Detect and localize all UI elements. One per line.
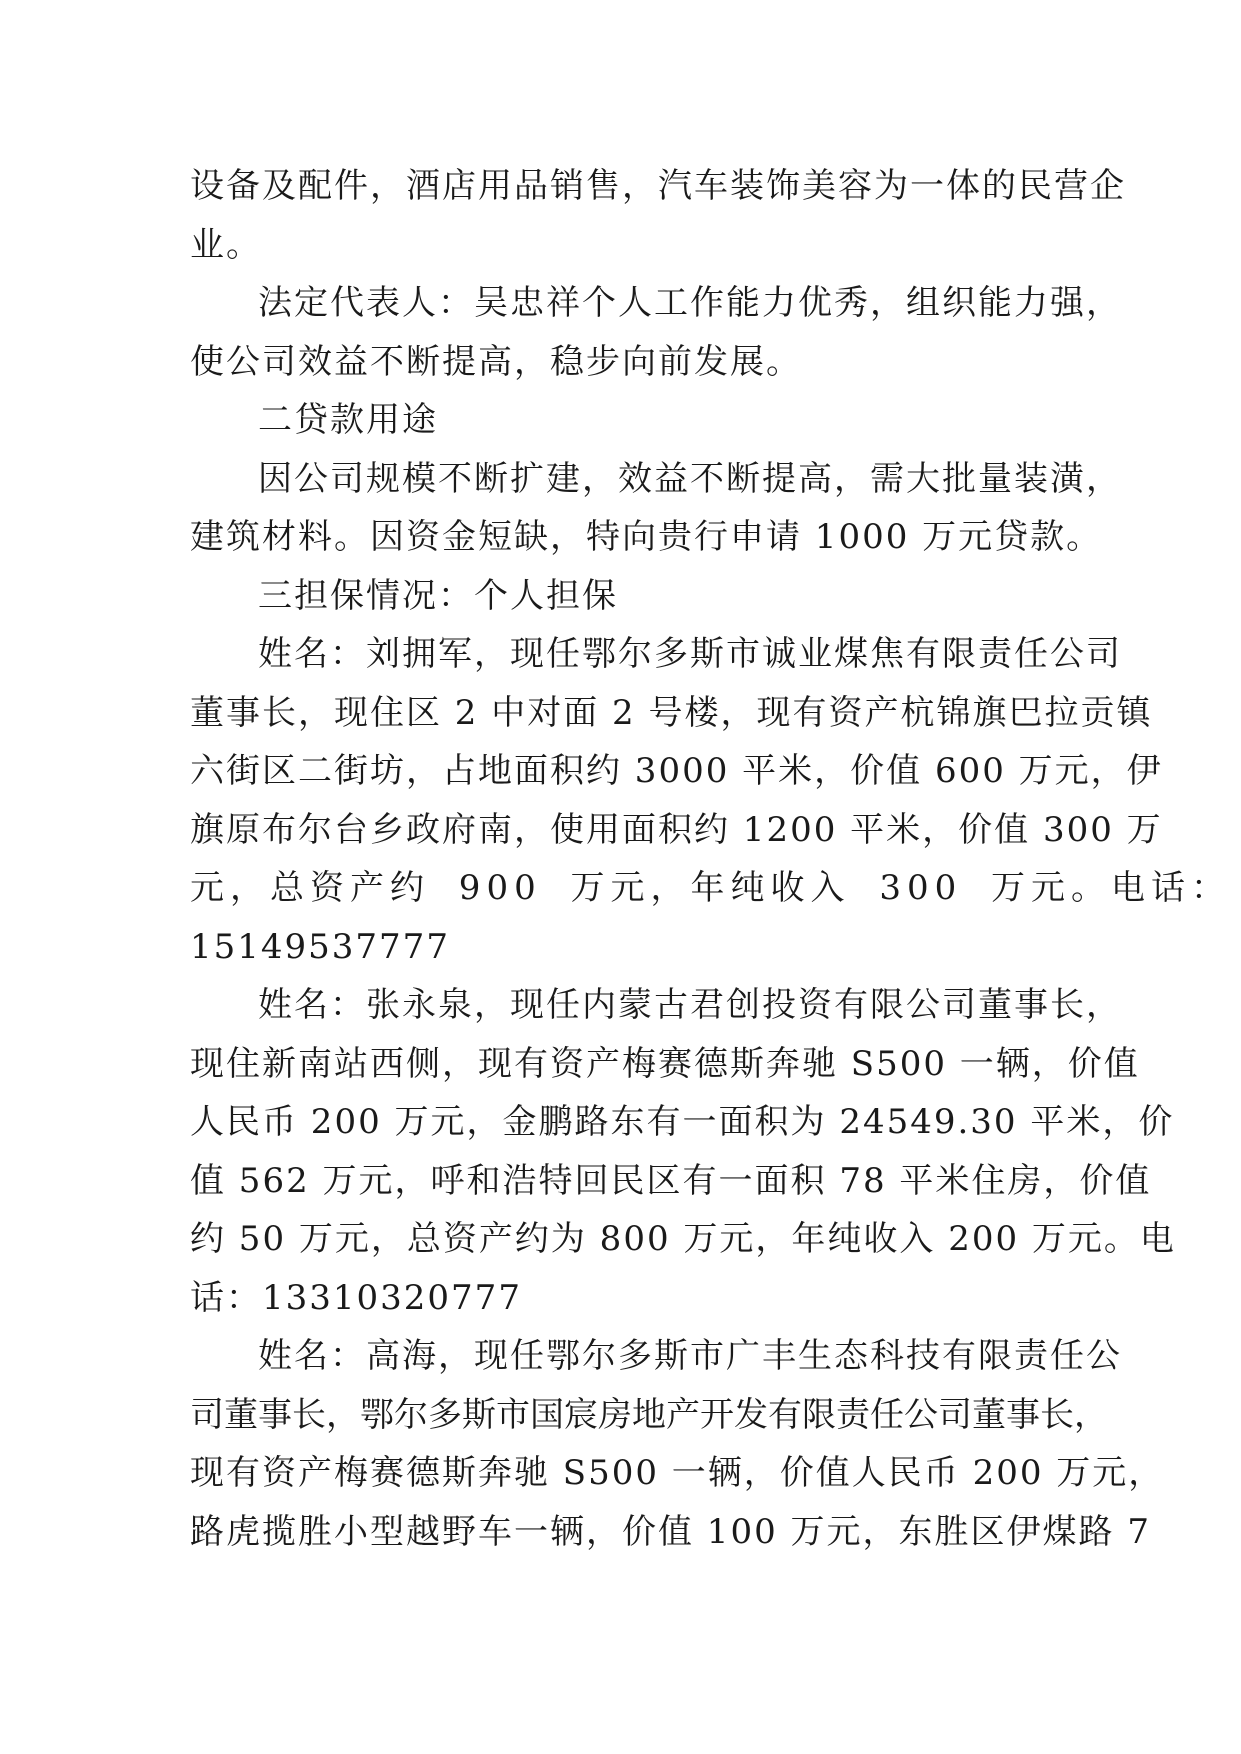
text-line: 人民币 200 万元，金鹏路东有一面积为 24549.30 平米，价 — [190, 1102, 1175, 1142]
text-line: 使公司效益不断提高，稳步向前发展。 — [190, 341, 802, 382]
text-line: 约 50 万元，总资产约为 800 万元，年纯收入 200 万元。电 — [190, 1219, 1176, 1259]
text-line: 姓名：刘拥军，现任鄂尔多斯市诚业煤焦有限责任公司 — [258, 634, 1122, 674]
text-line: 旗原布尔台乡政府南，使用面积约 1200 平米，价值 300 万 — [190, 809, 1163, 850]
text-line: 元，总资产约 900 万元，年纯收入 300 万元。电话： — [190, 868, 1232, 908]
text-line: 设备及配件，酒店用品销售，汽车装饰美容为一体的民营企 — [190, 166, 1126, 206]
document-body — [190, 157, 1232, 1561]
section-heading: 二贷款用途 — [258, 400, 438, 440]
text-line: 路虎揽胜小型越野车一辆，价值 100 万元，东胜区伊煤路 7 — [190, 1511, 1151, 1552]
text-line: 姓名：张永泉，现任内蒙古君创投资有限公司董事长， — [258, 985, 1122, 1025]
paragraph-legal-representative — [190, 274, 1122, 391]
text-line: 业。 — [190, 224, 262, 265]
text-line: 司董事长，鄂尔多斯市国宸房地产开发有限责任公司董事长， — [190, 1394, 1108, 1435]
paragraph-guarantor-1 — [190, 625, 1232, 976]
paragraph-company-scope — [190, 157, 1126, 274]
text-line: 话：13310320777 — [190, 1277, 522, 1318]
section-heading-guarantee — [190, 567, 1070, 626]
text-line: 15149537777 — [190, 926, 450, 967]
paragraph-loan-purpose — [190, 450, 1122, 567]
text-line: 董事长，现住区 2 中对面 2 号楼，现有资产杭锦旗巴拉贡镇 — [190, 692, 1153, 733]
text-line: 六街区二街坊，占地面积约 3000 平米，价值 600 万元，伊 — [190, 751, 1163, 791]
text-line: 建筑材料。因资金短缺，特向贵行申请 1000 万元贷款。 — [190, 517, 1103, 557]
section-heading: 三担保情况：个人担保 — [258, 575, 618, 616]
section-heading-loan-purpose — [190, 391, 1070, 450]
text-line: 值 562 万元，呼和浩特回民区有一面积 78 平米住房，价值 — [190, 1160, 1152, 1201]
text-line: 现有资产梅赛德斯奔驰 S500 一辆，价值人民币 200 万元， — [190, 1453, 1165, 1493]
text-line: 法定代表人：吴忠祥个人工作能力优秀，组织能力强， — [258, 283, 1122, 323]
paragraph-guarantor-3 — [190, 1327, 1165, 1561]
paragraph-guarantor-2 — [190, 976, 1176, 1327]
text-line: 现住新南站西侧，现有资产梅赛德斯奔驰 S500 一辆，价值 — [190, 1043, 1140, 1084]
text-line: 因公司规模不断扩建，效益不断提高，需大批量装潢， — [258, 458, 1122, 499]
text-line: 姓名：高海，现任鄂尔多斯市广丰生态科技有限责任公 — [258, 1336, 1122, 1376]
